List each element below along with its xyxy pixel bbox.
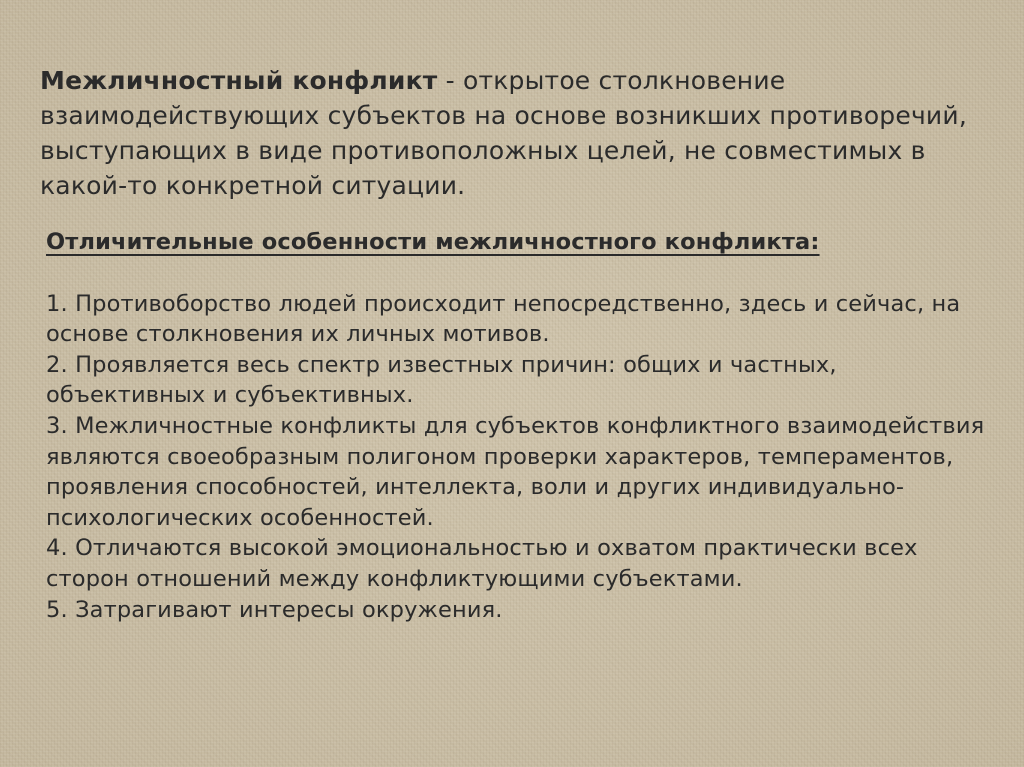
definition-paragraph (40, 63, 990, 203)
features-heading: Отличительные особенности межличностного конфликта: (46, 229, 820, 255)
spacer (46, 258, 996, 289)
definition-term: Межличностный конфликт (40, 66, 438, 95)
feature-item-1: 1. Противоборство людей происходит непосредственно, здесь и сейчас, на основе столкновения их личных мотивов. (46, 290, 961, 348)
feature-item-4: 4. Отличаются высокой эмоциональностью и охватом практически всех сторон отношений между конфликтующими субъектами. (46, 535, 918, 592)
features-section (46, 227, 996, 625)
feature-item-5: 5. Затрагивают интересы окружения. (46, 596, 503, 623)
feature-item-2: 2. Проявляется весь спектр известных причин: общих и частных, объективных и субъективных. (46, 351, 837, 409)
definition-text: - открытое столкновение взаимодействующих субъектов на основе возникших противоречий, выступающих в виде противоположных целей, не совместимых в какой-то конкретной ситуации. (40, 66, 967, 200)
feature-item-3: 3. Межличностные конфликты для субъектов конфликтного взаимодействия являются своеобразным полигоном проверки характеров, темпераментов, проявления способностей, интеллекта, воли и других индивидуально-психологических особенностей. (46, 412, 985, 531)
